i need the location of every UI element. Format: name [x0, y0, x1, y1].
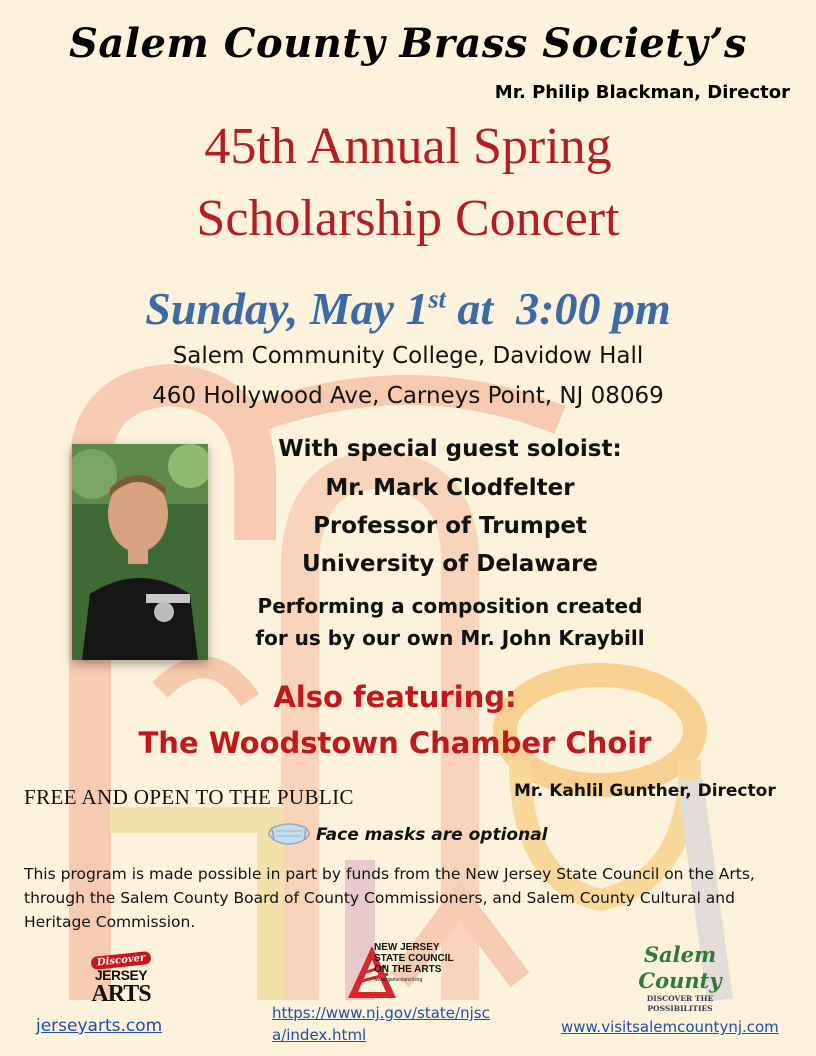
- featuring-heading: Also featuring:: [273, 680, 517, 714]
- jersey-arts-mid: JERSEY: [94, 967, 148, 983]
- nj-council-url: www.njartscouncil.org: [374, 977, 423, 983]
- performance-line2: for us by our own Mr. John Kraybill: [255, 626, 645, 650]
- nj-council-line2: STATE COUNCIL: [374, 953, 454, 964]
- soloist-heading: With special guest soloist:: [278, 436, 622, 462]
- jersey-arts-logo: [80, 950, 162, 1006]
- date-suffix: st: [428, 284, 446, 314]
- salem-script: Salem County: [638, 942, 722, 993]
- venue-address: 460 Hollywood Ave, Carneys Point, NJ 08069: [152, 383, 664, 409]
- choir-director: Mr. Kahlil Gunther, Director: [514, 781, 776, 801]
- date-prefix: Sunday, May 1: [145, 283, 429, 334]
- salem-county-logo: [610, 942, 750, 1013]
- event-date-time: [0, 282, 816, 335]
- soloist-role: Professor of Trumpet: [313, 513, 587, 539]
- nj-council-link[interactable]: [272, 1002, 532, 1046]
- mask-notice: Face masks are optional: [316, 825, 548, 845]
- funding-statement: This program is made possible in part by funds from the New Jersey State Council on the Arts, through the Salem County Board of County Commissioners, and Salem County Cultural and Heritage Commission.: [24, 865, 755, 931]
- nj-council-line3: ON THE ARTS: [374, 964, 442, 975]
- soloist-institution: University of Delaware: [301, 551, 599, 577]
- director-name: Mr. Philip Blackman, Director: [494, 82, 790, 103]
- venue-name: Salem Community College, Davidow Hall: [172, 343, 644, 369]
- performance-line1: Performing a composition created: [257, 594, 643, 618]
- soloist-photo: [72, 444, 208, 660]
- salem-tagline-2: POSSIBILITIES: [647, 1004, 713, 1013]
- nj-council-line1: NEW JERSEY: [374, 942, 440, 953]
- featured-choir: The Woodstown Chamber Choir: [138, 726, 652, 760]
- salem-county-link[interactable]: www.visitsalemcountynj.com: [561, 1018, 779, 1036]
- jersey-arts-badge: Discover: [90, 951, 151, 970]
- jerseyarts-link[interactable]: jerseyarts.com: [36, 1016, 163, 1036]
- event-time: at 3:00 pm: [457, 283, 671, 334]
- admission-notice: FREE AND OPEN TO THE PUBLIC: [24, 785, 354, 809]
- concert-title-line2: Scholarship Concert: [196, 190, 620, 247]
- salem-tagline-1: DISCOVER THE: [646, 994, 714, 1003]
- organization-title: Salem County Brass Society’s: [69, 20, 747, 67]
- jersey-arts-bottom: ARTS: [91, 981, 151, 1007]
- nj-council-link-line2: a/index.html: [272, 1026, 367, 1044]
- nj-council-link-line1: https://www.nj.gov/state/njsc: [272, 1004, 490, 1022]
- soloist-name: Mr. Mark Clodfelter: [325, 475, 575, 501]
- concert-title-line1: 45th Annual Spring: [204, 118, 612, 175]
- face-mask-icon: [268, 818, 310, 850]
